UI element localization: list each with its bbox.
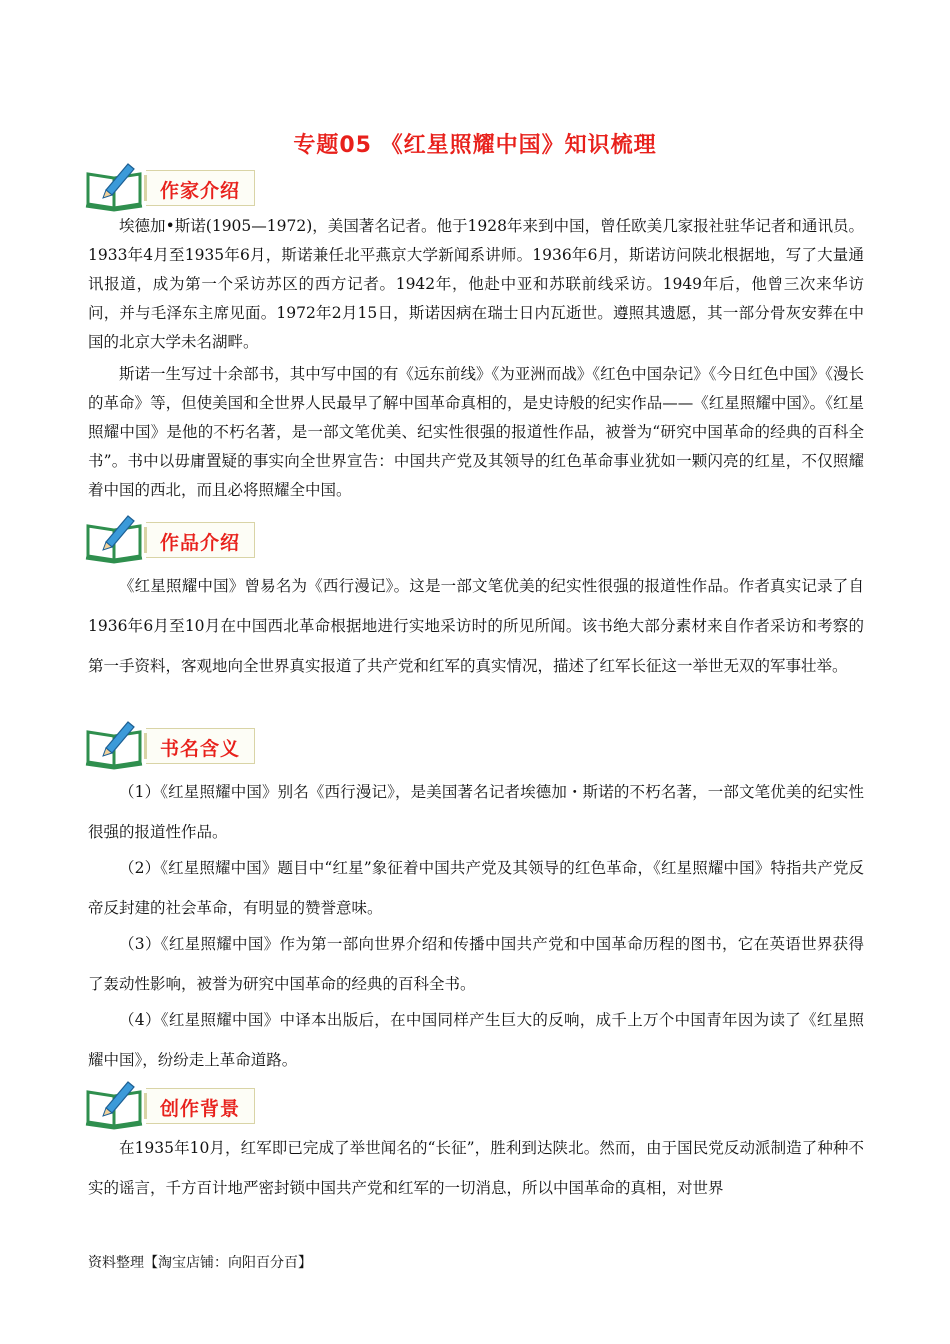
open-book-pencil-icon xyxy=(84,512,146,564)
paragraph: （2）《红星照耀中国》题目中“红星”象征着中国共产党及其领导的红色革命，《红星照耀中国》特指共产党反帝反封建的社会革命，有明显的赞誉意味。 xyxy=(88,859,864,917)
section-tag xyxy=(146,170,255,206)
paragraph: （3）《红星照耀中国》作为第一部向世界介绍和传播中国共产党和中国革命历程的图书，它在英语世界获得了轰动性影响，被誉为研究中国革命的经典的百科全书。 xyxy=(88,935,864,993)
section-tag xyxy=(146,728,255,764)
section-header-background xyxy=(84,1078,284,1130)
section-heading: 作品介绍 xyxy=(160,532,241,554)
paragraph: （4）《红星照耀中国》中译本出版后，在中国同样产生巨大的反响，成千上万个中国青年因为读了《红星照耀中国》，纷纷走上革命道路。 xyxy=(88,1011,864,1069)
paragraph: （1）《红星照耀中国》别名《西行漫记》，是美国著名记者埃德加・斯诺的不朽名著，一部文笔优美的纪实性很强的报道性作品。 xyxy=(88,783,864,841)
open-book-pencil-icon xyxy=(84,718,146,770)
section-tag xyxy=(146,1088,255,1124)
paragraph: 埃德加•斯诺(1905—1972)，美国著名记者。他于1928年来到中国，曾任欧美几家报社驻华记者和通讯员。1933年4月至1935年6月，斯诺兼任北平燕京大学新闻系讲师。1936年6月，斯诺访问陕北根据地，写了大量通讯报道，成为第一个采访苏区的西方记者。1942年，他赴中亚和苏联前线采访。1949年后，他曾三次来华访问，并与毛泽东主席见面。1972年2月15日，斯诺因病在瑞士日内瓦逝世。遵照其遗愿，其一部分骨灰安葬在中国的北京大学未名湖畔。 xyxy=(88,217,864,351)
section-tag xyxy=(146,522,255,558)
section-header-work xyxy=(84,512,284,564)
page-footer: 资料整理【淘宝店铺：向阳百分百】 xyxy=(88,1255,312,1271)
paragraph: 在1935年10月，红军即已完成了举世闻名的“长征”，胜利到达陕北。然而，由于国民党反动派制造了种种不实的谣言，千方百计地严密封锁中国共产党和红军的一切消息，所以中国革命的真相，对世界 xyxy=(88,1139,864,1197)
section-heading: 创作背景 xyxy=(160,1098,241,1120)
open-book-pencil-icon xyxy=(84,1078,146,1130)
open-book-pencil-icon xyxy=(84,160,146,212)
paragraph: 斯诺一生写过十余部书，其中写中国的有《远东前线》《为亚洲而战》《红色中国杂记》《今日红色中国》《漫长的革命》等，但使美国和全世界人民最早了解中国革命真相的，是史诗般的纪实作品——《红星照耀中国》。《红星照耀中国》是他的不朽名著，是一部文笔优美、纪实性很强的报道性作品，被誉为“研究中国革命的经典的百科全书”。书中以毋庸置疑的事实向全世界宣告：中国共产党及其领导的红色革命事业犹如一颗闪亮的红星，不仅照耀着中国的西北，而且必将照耀全中国。 xyxy=(88,365,864,499)
section-header-author xyxy=(84,160,284,212)
document-title: 专题05 《红星照耀中国》知识梳理 xyxy=(293,133,657,158)
paragraph: 《红星照耀中国》曾易名为《西行漫记》。这是一部文笔优美的纪实性很强的报道性作品。作者真实记录了自1936年6月至10月在中国西北革命根据地进行实地采访时的所见所闻。该书绝大部分素材来自作者采访和考察的第一手资料，客观地向全世界真实报道了共产党和红军的真实情况，描述了红军长征这一举世无双的军事壮举。 xyxy=(88,577,864,675)
section-heading: 作家介绍 xyxy=(160,180,241,202)
section-heading: 书名含义 xyxy=(160,738,241,760)
section-header-title-meaning xyxy=(84,718,284,770)
